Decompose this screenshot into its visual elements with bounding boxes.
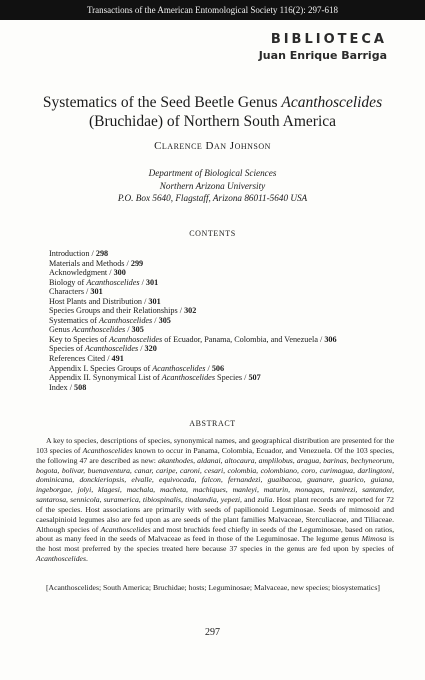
toc-entry-suffix: of Ecuador, Panama, Colombia, and Venezuela / [162,334,325,344]
toc-entry [49,287,409,297]
title-text-2: (Bruchidae) of Northern South America [88,113,337,130]
toc-entry-genus: Acanthoscelides [84,344,139,354]
toc-entry-suffix: Species / [215,373,249,383]
toc-entry [49,383,409,393]
toc-entry [49,335,409,345]
toc-entry-text: Characters / [49,287,91,297]
toc-entry-page: 300 [113,268,126,278]
toc-entry [49,297,409,307]
author-affiliation [0,167,425,205]
toc-entry-genus: Acanthoscelides [71,325,126,335]
toc-entry-text: Species of [49,344,85,354]
toc-entry-text: Systematics of [49,315,100,325]
toc-entry [49,249,409,259]
toc-entry [49,325,409,335]
article-title [20,93,405,131]
abstract-heading: ABSTRACT [189,419,236,428]
abstract-text: . [85,554,88,564]
toc-entry-genus: Acanthoscelides [99,315,153,325]
abstract-text: known to occur in Panama, Colombia, Ecuador, and Venezuela. Of the 103 species, the following 47 are described as new: [36,445,394,465]
toc-entry [49,373,409,383]
library-stamp [259,32,387,62]
toc-entry-text: Materials and Methods / [49,258,131,268]
toc-entry-page: 491 [111,354,124,364]
toc-entry-page: 507 [248,373,261,383]
toc-entry-genus: Acanthoscelides [109,334,163,344]
toc-entry [49,344,409,354]
affiliation-line-1: Department of Biological Sciences [148,168,277,178]
toc-entry-text: Introduction / [49,249,96,258]
toc-entry-suffix: / [125,325,132,335]
contents-heading: CONTENTS [189,229,236,238]
toc-entry-text: Biology of [49,277,87,287]
abstract-text: A key to species, descriptions of species, synonymical names, and geographical distribution are presented for the 103 species of [36,436,394,455]
new-species-last: zulia [257,495,273,505]
genus-name: Acanthoscelides [36,554,86,564]
toc-entry-page: 508 [74,382,87,392]
page-number: 297 [205,627,220,638]
toc-entry-text: Index / [49,382,75,392]
toc-entry-page: 506 [211,363,225,373]
toc-entry-text: Appendix I. Species Groups of [49,363,153,373]
abstract-text: and [241,495,258,505]
title-genus: Acanthoscelides [281,94,383,111]
toc-entry-page: 305 [158,315,171,325]
affiliation-line-2: Northern Arizona University [159,180,266,191]
toc-entry-genus: Acanthoscelides [161,373,215,383]
abstract-text: is the host most preferred by the species treated here because 37 species in the genus are fed upon by species of [36,534,394,554]
toc-entry-text: Acknowledgment / [49,268,114,278]
genus-name: Acanthoscelides [100,524,151,534]
toc-entry-genus: Acanthoscelides [152,363,206,373]
toc-entry-page: 301 [90,287,103,297]
toc-entry-page: 301 [145,277,159,287]
table-of-contents [49,249,409,392]
toc-entry [49,268,409,278]
toc-entry-text: Appendix II. Synonymical List of [49,373,162,383]
toc-entry-text: Species Groups and their Relationships / [49,306,185,316]
toc-entry-suffix: / [138,344,145,354]
toc-entry-page: 301 [148,296,161,306]
stamp-line-1: BIBLIOTECA [270,32,387,47]
toc-entry [49,259,409,269]
toc-entry-page: 298 [95,249,109,258]
toc-entry [49,278,409,288]
toc-entry-suffix: / [139,277,146,287]
toc-entry-page: 320 [144,344,157,354]
new-species-list: akanthodes, aldanai, altocaura, amplilobus, aragua, barinas, bechyneorum, bogota, bolivar, buenaventura, canar, caripe, caroni, cesari, colombia, colombiano, coro, curimagua, darlingtoni, dominicana, donckieriopsis, elvalle, equivocada, falcon, fernandezi, guaibacoa, guanare, guarico, guiana, ingeborgae, jolyi, klagesi, machala, macheta, machiques, manleyi, maturin, monagas, ramirezi, santander, santarosa, sennicola, suramerica, tibiospinalis, tinalandia, yepezi, [36,455,394,505]
toc-entry-suffix: / [152,315,159,325]
affiliation-line-3: P.O. Box 5640, Flagstaff, Arizona 86011-5640 USA [117,193,308,203]
abstract-body [36,436,394,564]
toc-entry [49,354,409,364]
toc-entry-page: 299 [130,258,144,268]
toc-entry-page: 306 [324,334,337,344]
toc-entry [49,364,409,374]
abstract-text: . Host plant records are reported for 72 of the species. Host associations are primarily with seeds of papilionoid Leguminosae. Seeds of mimosoid and caesalpinioid legumes also are fed upon as are seeds of the plant families Malvaceae, Sterculiaceae, and Tiliaceae. Although species of [36,495,395,534]
toc-entry-text: Key to Species of [49,334,110,344]
stamp-line-2: Juan Enrique Barriga [258,49,387,62]
toc-entry-text: Genus [49,325,72,335]
toc-entry-suffix: / [205,363,212,373]
toc-entry-text: References Cited / [49,354,112,364]
keywords: [Acanthoscelides; South America; Bruchidae; hosts; Leguminosae; Malvaceae, new species; biosystematics] [46,583,380,592]
title-text-1: Systematics of the Seed Beetle Genus [42,94,282,111]
toc-entry-page: 302 [184,306,197,316]
toc-entry-genus: Acanthoscelides [86,277,140,287]
toc-entry-text: Host Plants and Distribution / [49,296,149,306]
toc-entry [49,316,409,326]
abstract-text: and most bruchids feed chiefly in seeds of the Leguminosae, based on ratios, about as many feed in the seeds of Malvaceae as feed in those of the Leguminosae. The legume genus [36,524,394,544]
toc-entry [49,306,409,316]
abstract-paragraph [36,436,394,564]
genus-name: Mimosa [361,534,387,544]
author-name: Clarence Dan Johnson [154,140,271,152]
genus-name: Acanthoscelides [82,445,133,455]
toc-entry-page: 305 [131,325,144,335]
running-head: Transactions of the American Entomological Society 116(2): 297-618 [0,0,425,20]
